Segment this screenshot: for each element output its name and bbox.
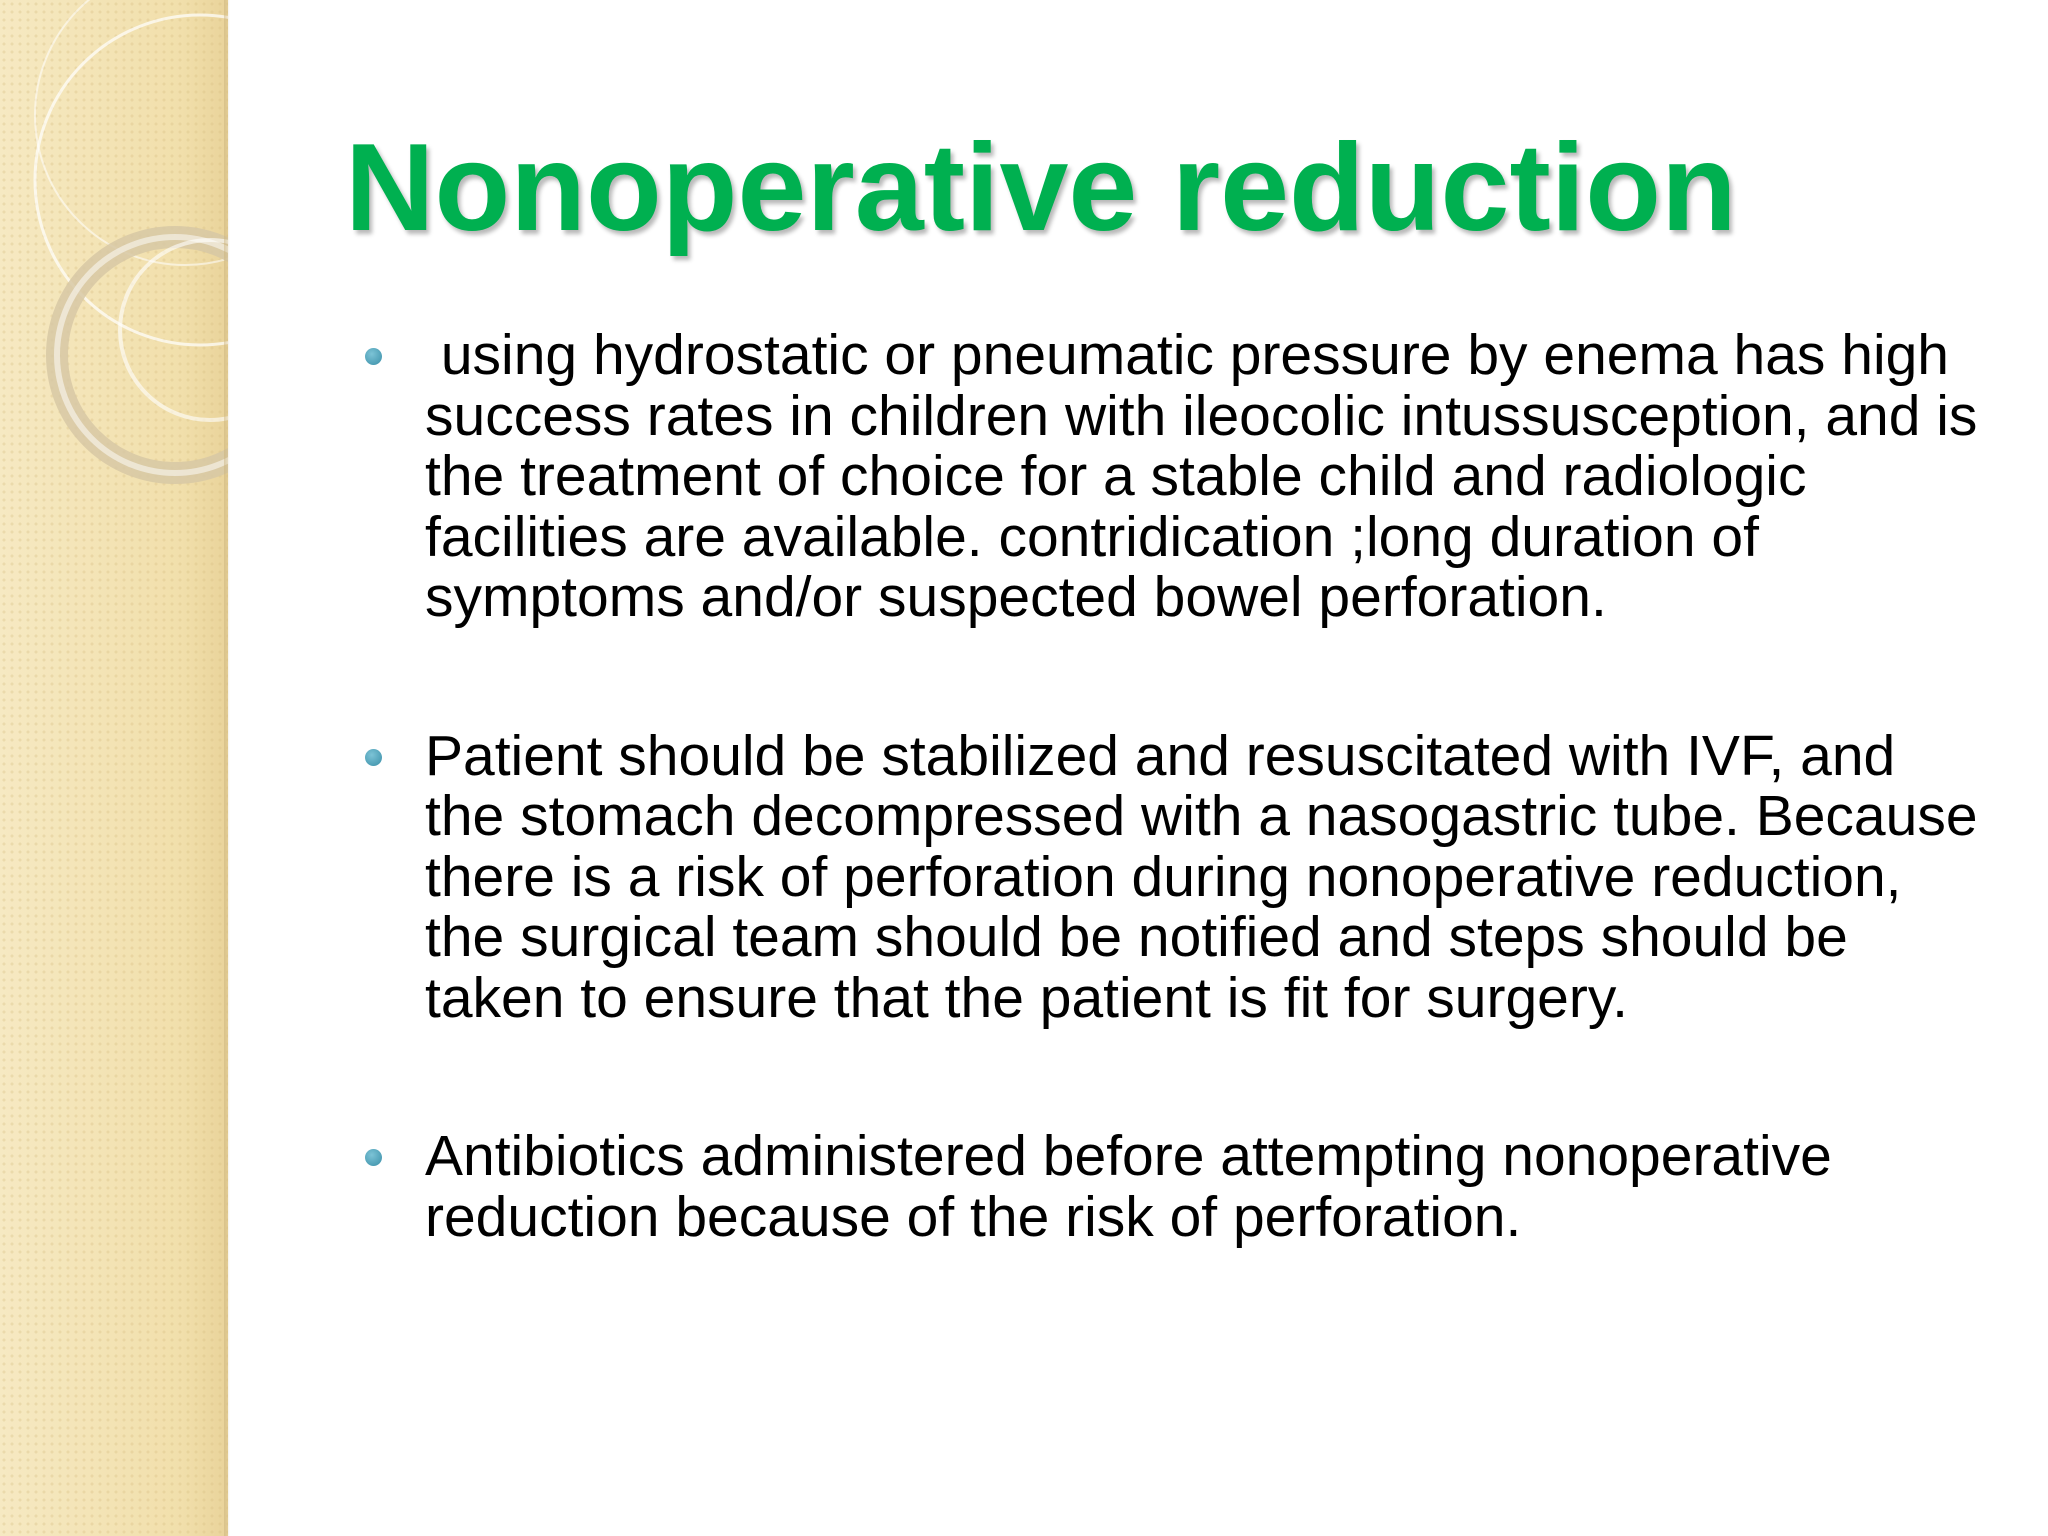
bullet-text: Antibiotics administered before attempting nonoperative reduction because of the risk of perforation. bbox=[425, 1124, 1848, 1249]
bullet-item-nonoperative-method bbox=[365, 323, 1994, 629]
decorative-ring-thin bbox=[35, 0, 228, 265]
bullet-list bbox=[365, 323, 1994, 1345]
decorative-rings bbox=[0, 0, 228, 520]
slide-title: Nonoperative reduction bbox=[345, 119, 1737, 257]
bullet-item-antibiotics bbox=[365, 1126, 1990, 1247]
bullet-dot-icon bbox=[365, 1149, 382, 1166]
bullet-item-stabilization bbox=[365, 723, 1994, 1030]
bullet-text: Patient should be stabilized and resuscitated with IVF, and the stomach decompressed with a nasogastric tube. Because there is a risk of perforation during nonoperative reduction, the surgical team should be notified and steps should be taken to ensure that the patient is fit for surgery. bbox=[425, 723, 1994, 1030]
decorative-ring-small bbox=[120, 240, 228, 420]
side-band-edge bbox=[224, 0, 230, 1536]
bullet-dot-icon bbox=[365, 348, 382, 365]
bullet-dot-icon bbox=[365, 749, 382, 766]
bullet-text: using hydrostatic or pneumatic pressure by enema has high success rates in children with ileocolic intussusception, and is the treatment of choice for a stable child and radiologic facilities are available. contridication ;long duration of symptoms and/or suspected bowel perforation. bbox=[425, 323, 1994, 629]
decorative-side-band bbox=[0, 0, 228, 1536]
